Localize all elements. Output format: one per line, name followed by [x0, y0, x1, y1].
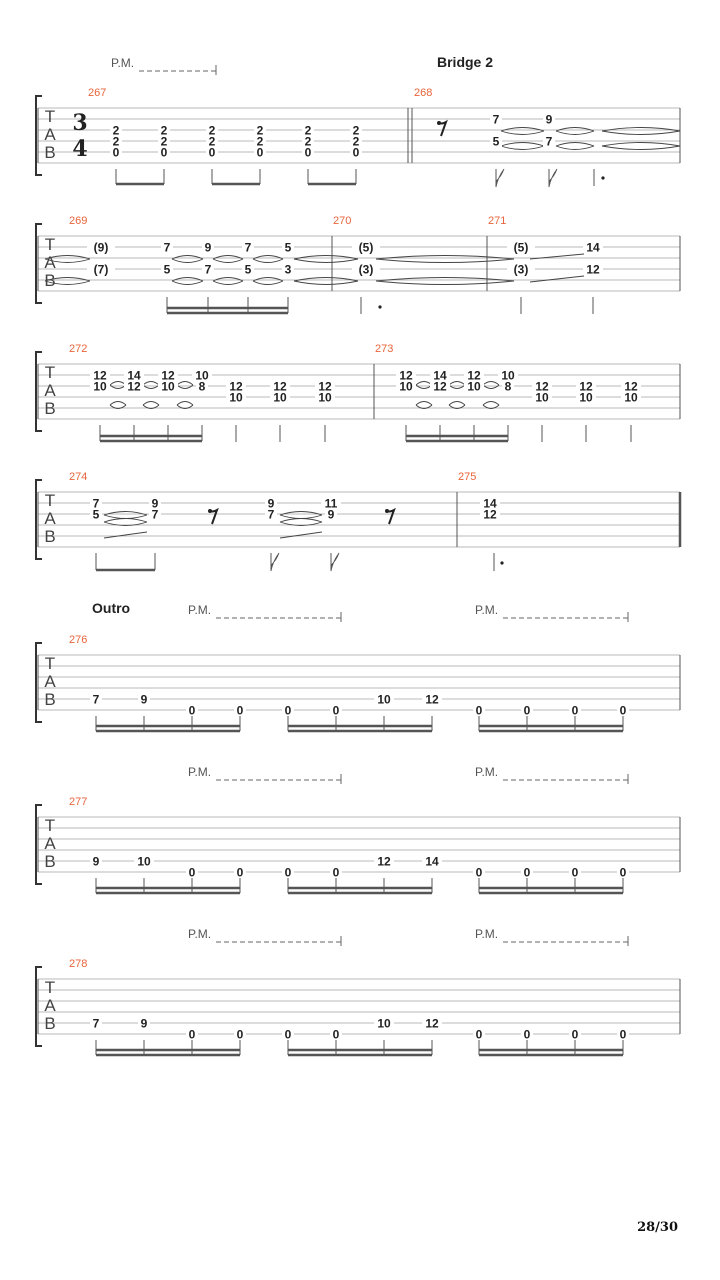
note-flag [496, 169, 504, 187]
tie-arc [110, 402, 126, 406]
fret-number: 0 [352, 145, 360, 160]
fret-number: 2 [352, 123, 360, 138]
fret-number: 12 [273, 379, 287, 394]
tie-arc [172, 259, 203, 263]
fret-number: 2 [304, 134, 312, 149]
fret-number: 5 [163, 262, 171, 277]
eighth-rest-dot [437, 121, 441, 125]
slide-line [104, 532, 147, 538]
fret-number: 0 [160, 145, 168, 160]
tie-arc [213, 259, 243, 263]
fret-number: 0 [236, 703, 244, 718]
note-flag [271, 553, 279, 571]
time-signature-top: 3 [72, 110, 88, 136]
tab-clef-letter: A [44, 996, 56, 1015]
fret-number: 9 [140, 1016, 148, 1031]
fret-number: 7 [244, 240, 252, 255]
fret-number: 0 [475, 1027, 483, 1042]
fret-number: 12 [127, 379, 141, 394]
fret-number: 2 [208, 123, 216, 138]
tie-arc [556, 146, 594, 150]
palm-mute-label: P.M. [475, 603, 499, 617]
measure-number: 278 [69, 958, 88, 970]
fret-number: 10 [377, 1016, 391, 1031]
fret-number: 9 [92, 854, 100, 869]
fret-number: 12 [579, 379, 593, 394]
fret-number: 0 [332, 703, 340, 718]
fret-number: 0 [188, 865, 196, 880]
fret-number: 12 [161, 368, 175, 383]
tab-clef-letter: T [44, 107, 56, 126]
tab-clef-letter: B [44, 852, 56, 871]
fret-number: 0 [304, 145, 312, 160]
palm-mute-label: P.M. [111, 56, 135, 70]
fret-number: 7 [92, 692, 100, 707]
tie-arc [483, 402, 499, 406]
augmentation-dot [500, 561, 503, 564]
tab-clef-letter: T [44, 363, 56, 382]
fret-number: (3) [358, 262, 374, 277]
tab-system [36, 612, 680, 731]
fret-number: 14 [483, 496, 497, 511]
fret-number: 5 [492, 134, 500, 149]
fret-number: 7 [204, 262, 212, 277]
palm-mute-label: P.M. [188, 765, 212, 779]
fret-number: 5 [92, 507, 100, 522]
fret-number: 7 [492, 112, 500, 127]
fret-number: 7 [92, 1016, 100, 1031]
page-number: 28/30 [637, 1220, 678, 1235]
fret-number: 0 [236, 1027, 244, 1042]
tie-arc [110, 382, 126, 386]
tie-arc [294, 281, 358, 285]
tie-arc [280, 519, 322, 523]
measure-number: 276 [69, 634, 88, 646]
fret-number: 0 [236, 865, 244, 880]
fret-number: 12 [93, 368, 107, 383]
time-signature-bottom: 4 [72, 136, 88, 162]
fret-number: 12 [377, 854, 391, 869]
tab-clef-letter: A [44, 381, 56, 400]
measure-number: 269 [69, 215, 88, 227]
tie-arc [556, 143, 594, 147]
fret-number: 10 [318, 390, 332, 405]
fret-number: 7 [151, 507, 159, 522]
fret-number: 0 [571, 865, 579, 880]
tie-arc [213, 281, 243, 285]
fret-number: 0 [284, 1027, 292, 1042]
note-flag [331, 553, 339, 571]
fret-number: 5 [244, 262, 252, 277]
tab-clef-letter: T [44, 235, 56, 254]
tab-clef-letter: A [44, 672, 56, 691]
fret-number: 2 [208, 134, 216, 149]
fret-number: 8 [198, 379, 206, 394]
tie-arc [104, 515, 147, 519]
fret-number: 12 [624, 379, 638, 394]
tab-clef-letter: B [44, 690, 56, 709]
tie-arc [501, 143, 544, 147]
fret-number: 10 [399, 379, 413, 394]
fret-number: 0 [284, 703, 292, 718]
fret-number: 0 [523, 865, 531, 880]
tie-arc [602, 131, 680, 135]
section-label: Bridge 2 [437, 54, 494, 70]
palm-mute-label: P.M. [188, 927, 212, 941]
measure-number: 274 [69, 471, 88, 483]
tab-clef-letter: T [44, 654, 56, 673]
fret-number: (3) [513, 262, 529, 277]
tab-clef-letter: A [44, 125, 56, 144]
tab-system [36, 480, 680, 571]
fret-number: 10 [501, 368, 515, 383]
tie-arc [294, 259, 358, 263]
tab-clef-letter: A [44, 253, 56, 272]
fret-number: 10 [579, 390, 593, 405]
fret-number: (9) [93, 240, 109, 255]
fret-number: 12 [425, 692, 439, 707]
fret-number: 12 [586, 262, 600, 277]
tie-arc [501, 146, 544, 150]
tie-arc [416, 402, 432, 406]
tie-arc [172, 281, 203, 285]
measure-number: 267 [88, 87, 107, 99]
fret-number: 2 [256, 134, 264, 149]
fret-number: 2 [112, 134, 120, 149]
fret-number: (7) [93, 262, 109, 277]
fret-number: 10 [161, 379, 175, 394]
tie-arc [376, 281, 514, 285]
fret-number: 10 [377, 692, 391, 707]
fret-number: 9 [151, 496, 159, 511]
fret-number: 0 [332, 1027, 340, 1042]
tie-arc [253, 281, 283, 285]
fret-number: 2 [160, 134, 168, 149]
fret-number: 10 [93, 379, 107, 394]
tab-clef-letter: T [44, 816, 56, 835]
tie-arc [177, 402, 193, 406]
tab-clef-letter: B [44, 143, 56, 162]
fret-number: 0 [475, 865, 483, 880]
tie-arc [416, 382, 432, 386]
fret-number: (5) [513, 240, 529, 255]
fret-number: 12 [425, 1016, 439, 1031]
fret-number: 0 [619, 703, 627, 718]
fret-number: 10 [467, 379, 481, 394]
fret-number: 0 [571, 703, 579, 718]
measure-number: 270 [333, 215, 352, 227]
tie-arc [483, 382, 499, 386]
fret-number: 0 [112, 145, 120, 160]
tab-clef-letter: B [44, 399, 56, 418]
fret-number: 9 [267, 496, 275, 511]
measure-number: 271 [488, 215, 507, 227]
fret-number: 12 [318, 379, 332, 394]
fret-number: 2 [304, 123, 312, 138]
measure-number: 277 [69, 796, 88, 808]
fret-number: 10 [624, 390, 638, 405]
tab-clef-letter: T [44, 978, 56, 997]
fret-number: 14 [586, 240, 600, 255]
palm-mute-label: P.M. [475, 765, 499, 779]
fret-number: 12 [399, 368, 413, 383]
fret-number: 10 [535, 390, 549, 405]
fret-number: 9 [140, 692, 148, 707]
tie-arc [280, 515, 322, 519]
fret-number: 12 [467, 368, 481, 383]
tie-arc [143, 402, 159, 406]
tie-arc [177, 382, 193, 386]
fret-number: 0 [523, 703, 531, 718]
fret-number: 7 [92, 496, 100, 511]
fret-number: 9 [545, 112, 553, 127]
fret-number: 7 [163, 240, 171, 255]
eighth-rest-dot [208, 509, 212, 513]
tie-arc [556, 131, 594, 135]
palm-mute-label: P.M. [475, 927, 499, 941]
slide-line [280, 532, 322, 538]
tab-system [36, 774, 680, 893]
fret-number: 0 [571, 1027, 579, 1042]
fret-number: 0 [619, 865, 627, 880]
measure-number: 273 [375, 343, 394, 355]
fret-number: 0 [188, 703, 196, 718]
fret-number: 12 [433, 379, 447, 394]
fret-number: 2 [112, 123, 120, 138]
fret-number: 0 [523, 1027, 531, 1042]
fret-number: 8 [504, 379, 512, 394]
fret-number: 0 [332, 865, 340, 880]
fret-number: 0 [284, 865, 292, 880]
tab-clef-letter: T [44, 491, 56, 510]
measure-number: 268 [414, 87, 433, 99]
palm-mute-label: P.M. [188, 603, 212, 617]
tab-clef-letter: B [44, 271, 56, 290]
fret-number: 7 [267, 507, 275, 522]
tie-arc [376, 259, 514, 263]
fret-number: 3 [284, 262, 292, 277]
fret-number: 0 [475, 703, 483, 718]
fret-number: 10 [229, 390, 243, 405]
tie-arc [253, 259, 283, 263]
fret-number: 0 [256, 145, 264, 160]
tie-arc [602, 143, 680, 147]
fret-number: 9 [204, 240, 212, 255]
augmentation-dot [378, 305, 381, 308]
tie-arc [449, 382, 465, 386]
fret-number: 2 [160, 123, 168, 138]
eighth-rest-dot [385, 509, 389, 513]
fret-number: 7 [545, 134, 553, 149]
fret-number: 10 [137, 854, 151, 869]
fret-number: 0 [208, 145, 216, 160]
fret-number: 14 [425, 854, 439, 869]
measure-number: 275 [458, 471, 477, 483]
fret-number: 5 [284, 240, 292, 255]
tab-clef-letter: A [44, 509, 56, 528]
tie-arc [104, 519, 147, 523]
fret-number: 10 [195, 368, 209, 383]
fret-number: 14 [127, 368, 141, 383]
fret-number: 14 [433, 368, 447, 383]
fret-number: 12 [483, 507, 497, 522]
augmentation-dot [601, 176, 604, 179]
fret-number: 11 [324, 496, 338, 511]
fret-number: 9 [327, 507, 335, 522]
tie-arc [449, 402, 465, 406]
fret-number: 2 [352, 134, 360, 149]
fret-number: 0 [188, 1027, 196, 1042]
fret-number: 12 [535, 379, 549, 394]
tab-system [36, 936, 680, 1055]
fret-number: 2 [256, 123, 264, 138]
note-flag [549, 169, 557, 187]
tie-arc [602, 146, 680, 150]
slide-line [530, 276, 584, 282]
fret-number: (5) [358, 240, 374, 255]
measure-number: 272 [69, 343, 88, 355]
tab-clef-letter: A [44, 834, 56, 853]
tie-arc [143, 382, 159, 386]
fret-number: 0 [619, 1027, 627, 1042]
section-label: Outro [92, 600, 131, 616]
fret-number: 12 [229, 379, 243, 394]
tab-clef-letter: B [44, 1014, 56, 1033]
fret-number: 10 [273, 390, 287, 405]
tab-clef-letter: B [44, 527, 56, 546]
tie-arc [501, 131, 544, 135]
